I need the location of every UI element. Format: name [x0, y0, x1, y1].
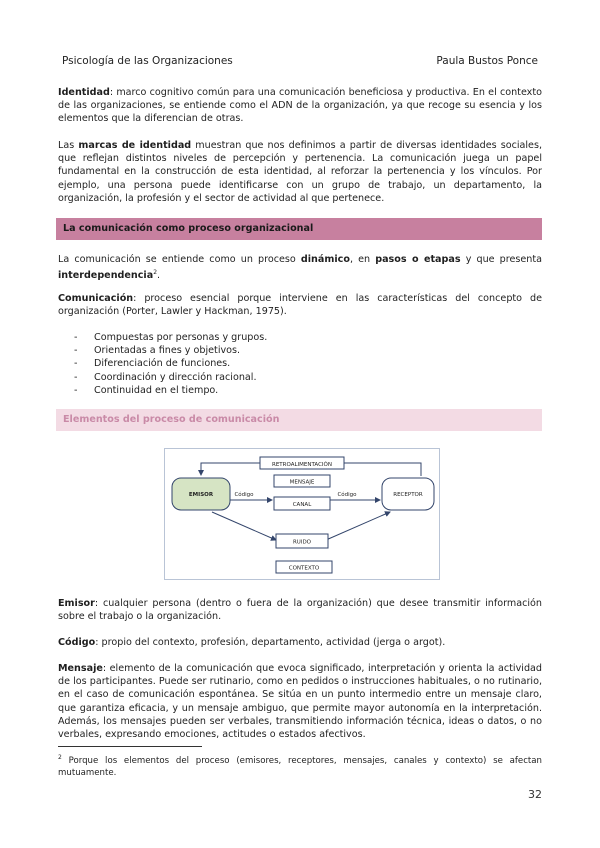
paragraph-proceso — [58, 253, 542, 283]
list-bullet: - — [74, 371, 78, 383]
section-heading-elementos: Elementos del proceso de comunicación — [56, 409, 542, 431]
label-ruido: RUIDO — [292, 539, 312, 546]
footnote-divider — [58, 746, 202, 747]
term-dinamico: dinámico — [300, 254, 350, 265]
text-proceso-mid1: , en — [349, 254, 376, 265]
paragraph-comunicacion — [58, 292, 542, 318]
paragraph-mensaje — [58, 662, 542, 741]
footnote — [58, 752, 542, 779]
term-mensaje: Mensaje — [58, 663, 103, 674]
text-proceso-post: . — [157, 270, 161, 282]
paragraph-marcas-identidad — [58, 139, 542, 205]
text-emisor: : cualquier persona (dentro o fuera de la organización) que desee transmitir información sobre el trabajo o la organización. — [58, 598, 542, 623]
label-codigo-emisor: Código — [234, 492, 254, 498]
label-contexto: CONTEXTO — [288, 565, 320, 572]
term-emisor: Emisor — [58, 598, 95, 609]
term-comunicacion: Comunicación — [58, 293, 134, 304]
list-item: - Orientadas a fines y objetivos. — [74, 345, 241, 357]
list-bullet: - — [74, 345, 78, 357]
label-retroalimentacion: RETROALIMENTACIÓN — [272, 462, 332, 468]
footnote-ref: 2 — [153, 269, 158, 277]
label-receptor: RECEPTOR — [393, 492, 423, 498]
header-course-title: Psicología de las Organizaciones — [62, 55, 233, 67]
text-codigo: : propio del contexto, profesión, departamento, actividad (jerga o argot). — [95, 637, 446, 648]
label-codigo-receptor: Código — [337, 492, 357, 498]
communication-process-diagram — [164, 448, 440, 580]
footnote-text: Porque los elementos del proceso (emisores, receptores, mensajes, canales y contexto) se afectan mutuamente. — [58, 755, 542, 778]
paragraph-identidad — [58, 86, 542, 126]
text-marcas: muestran que nos definimos a partir de diversas identidades sociales, que reflejan distintos niveles de percepción y pertenencia. La comunicación juega un papel fundamental en la construcción de esta identidad, al reforzar la pertenencia y los vínculos. Por ejemplo, una persona puede identificarse con un grupo de trabajo, un departamento, la organización, la profesión y el sector de actividad al que pertenece. — [58, 140, 543, 204]
term-identidad: Identidad — [58, 87, 110, 98]
term-marcas-identidad: marcas de identidad — [78, 140, 192, 151]
list-item: - Compuestas por personas y grupos. — [74, 332, 268, 343]
list-item: - Coordinación y dirección racional. — [74, 371, 257, 383]
term-pasos-etapas: pasos o etapas — [375, 254, 461, 265]
text-marcas-pre: Las — [58, 140, 79, 151]
term-interdependencia: interdependencia — [58, 270, 154, 282]
list-bullet: - — [74, 358, 78, 370]
label-emisor: EMISOR — [188, 492, 214, 498]
list-bullet: - — [74, 332, 78, 343]
text-proceso-pre: La comunicación se entiende como un proceso — [58, 254, 301, 265]
label-canal: CANAL — [292, 502, 312, 508]
characteristics-list — [74, 331, 534, 397]
text-identidad: : marco cognitivo común para una comunicación beneficiosa y productiva. En el contexto de las organizaciones, se entiende como el ADN de la organización, ya que recoge su esencia y los elementos que la diferencian de otras. — [58, 87, 542, 125]
list-bullet: - — [74, 384, 78, 396]
text-proceso-mid2: y que presenta — [460, 254, 543, 265]
paragraph-codigo — [58, 636, 542, 649]
label-mensaje: MENSAJE — [289, 479, 315, 486]
paragraph-emisor — [58, 597, 542, 623]
footnote-number: 2 — [58, 754, 62, 761]
list-item: - Diferenciación de funciones. — [74, 358, 231, 370]
header-author: Paula Bustos Ponce — [436, 55, 538, 67]
term-codigo: Código — [58, 637, 96, 648]
page-number: 32 — [528, 788, 542, 801]
list-item: - Continuidad en el tiempo. — [74, 384, 219, 396]
text-comunicacion: : proceso esencial porque interviene en las características del concepto de organización (Porter, Lawler y Hackman, 1975). — [58, 293, 542, 318]
section-heading-proceso-organizacional: La comunicación como proceso organizacional — [56, 218, 542, 240]
text-mensaje: : elemento de la comunicación que evoca significado, interpretación y orienta la actividad de los participantes. Puede ser rutinario, como en pedidos o instrucciones habituales, o no rutinario, en el caso de comunicación espontánea. Se sitúa en un punto intermedio entre un mensaje claro, que garantiza eficacia, y un mensaje ambiguo, que permite mayor autonomía en la interpretación. Además, los mensajes pueden ser verbales, transmitiendo información técnica, ideas o datos, o no verbales, expresando emociones, actitudes o estados afectivos. — [58, 663, 542, 741]
